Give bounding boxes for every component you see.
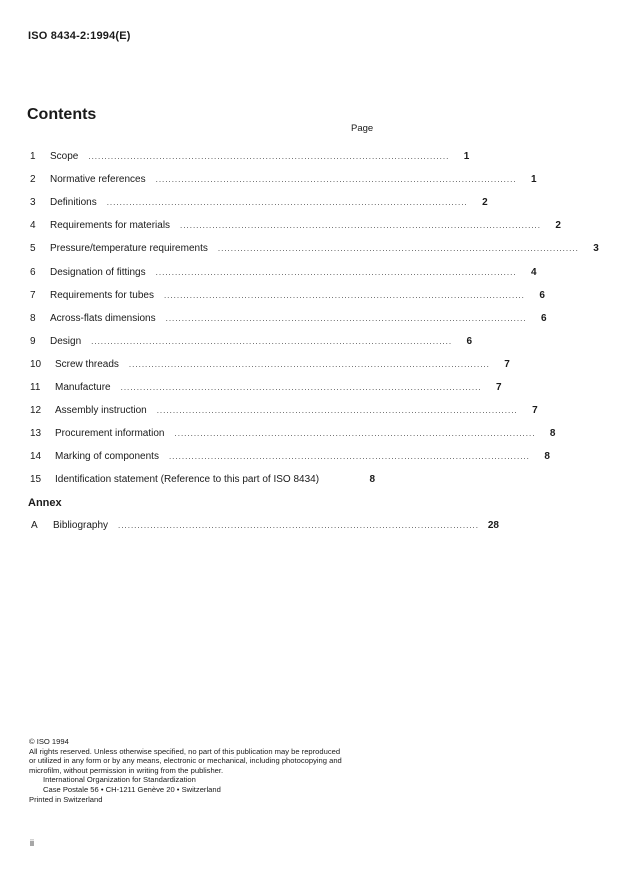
toc-entry[interactable] (30, 330, 473, 353)
toc-entry[interactable] (30, 422, 556, 445)
toc-page: 4 (531, 266, 537, 278)
leader-dots: ................................................................................................................ (88, 152, 450, 162)
toc-page: 7 (504, 358, 510, 370)
toc-number: 6 (30, 266, 36, 278)
organization-address: Case Postale 56 • CH-1211 Genève 20 • Switzerland (43, 784, 221, 794)
toc-label: Normative references (50, 174, 146, 186)
toc-page: 8 (544, 451, 550, 463)
page-column-label: Page (351, 123, 374, 134)
toc-number: 4 (30, 220, 36, 232)
leader-dots: ................................................................................................................ (128, 359, 490, 369)
toc-label: Designation of fittings (50, 266, 146, 278)
leader-dots: ................................................................................................................ (174, 429, 536, 439)
toc-label: Design (50, 335, 82, 347)
toc-entry[interactable] (30, 468, 375, 491)
leader-dots: ................................................................................................................ (118, 520, 479, 530)
printed-in: Printed in Switzerland (29, 794, 103, 804)
toc-label: Marking of components (55, 451, 159, 463)
annex-letter: A (31, 519, 38, 531)
toc-page: 6 (466, 335, 473, 347)
toc-page: 2 (482, 197, 488, 209)
toc-page: 7 (495, 381, 502, 393)
leader-dots: ................................................................................................................ (168, 452, 530, 462)
document-identifier: ISO 8434-2:1994(E) (28, 30, 131, 42)
leader-dots: ................................................................................................................ (156, 406, 518, 416)
annex-title: Annex (28, 497, 62, 509)
toc-number: 10 (30, 358, 42, 370)
toc-number: 8 (30, 312, 36, 324)
toc-number: 13 (30, 428, 42, 440)
toc-number: 3 (30, 197, 36, 209)
toc-number: 1 (30, 151, 36, 163)
annex-label: Bibliography (53, 519, 109, 531)
leader-dots: ................................................................................................................ (163, 290, 525, 300)
toc-number: 14 (30, 451, 42, 463)
toc-entry[interactable] (30, 260, 537, 283)
page-number: ii (30, 838, 34, 848)
leader-dots: ................................................................................................................ (106, 198, 468, 208)
toc-entry[interactable] (30, 399, 538, 422)
toc-page: 6 (540, 312, 547, 324)
toc-page: 1 (530, 174, 537, 186)
toc-page: 8 (549, 428, 556, 440)
toc-label: Screw threads (55, 358, 119, 370)
leader-dots: ................................................................................................................ (180, 221, 541, 231)
table-of-contents (30, 145, 599, 491)
toc-page: 7 (532, 405, 538, 417)
toc-entry[interactable] (30, 237, 599, 260)
toc-entry[interactable] (30, 307, 547, 330)
toc-label: Procurement information (55, 428, 165, 440)
toc-label: Identification statement (Reference to this part of ISO 8434) (55, 474, 320, 486)
toc-entry[interactable] (30, 145, 470, 168)
toc-label: Assembly instruction (55, 405, 147, 417)
organization-name: International Organization for Standardization (43, 775, 196, 785)
toc-entry[interactable] (30, 353, 510, 376)
toc-page: 2 (555, 220, 561, 232)
toc-label: Definitions (50, 197, 97, 209)
toc-number: 5 (30, 243, 36, 255)
annex-page: 28 (487, 519, 499, 531)
copyright-notice (29, 737, 389, 804)
toc-entry[interactable] (30, 284, 545, 307)
toc-number: 2 (30, 174, 36, 186)
toc-label: Manufacture (55, 381, 111, 393)
toc-entry[interactable] (30, 191, 488, 214)
annex-entry[interactable] (31, 516, 499, 534)
toc-number: 7 (30, 289, 36, 301)
toc-number: 9 (30, 335, 36, 347)
leader-dots: ................................................................................................................ (155, 267, 517, 277)
contents-title: Contents (27, 106, 97, 123)
toc-number: 15 (30, 474, 42, 486)
leader-dots: ................................................................................................................ (165, 313, 527, 323)
toc-number: 12 (30, 405, 42, 417)
toc-page: 8 (369, 474, 375, 486)
toc-entry[interactable] (30, 168, 537, 191)
leader-dots: ................................................................................................................ (155, 175, 517, 185)
toc-entry[interactable] (30, 214, 561, 237)
toc-entry[interactable] (30, 376, 502, 399)
rights-text: or utilized in any form or by any means, electronic or mechanical, including photocopying and (29, 756, 342, 766)
rights-text: All rights reserved. Unless otherwise specified, no part of this publication may be reproduced (29, 746, 341, 756)
toc-label: Across-flats dimensions (50, 312, 156, 324)
toc-label: Scope (50, 151, 79, 163)
leader-dots: ................................................................................................................ (91, 336, 453, 346)
toc-page: 3 (593, 243, 599, 255)
rights-text: microfilm, without permission in writing from the publisher. (29, 765, 224, 775)
toc-label: Requirements for tubes (50, 289, 154, 301)
leader-dots: ................................................................................................................ (120, 382, 482, 392)
toc-number: 11 (30, 381, 41, 393)
leader-dots: ................................................................................................................ (217, 244, 579, 254)
toc-page: 1 (463, 151, 470, 163)
copyright-line: © ISO 1994 (29, 737, 69, 746)
toc-label: Requirements for materials (50, 220, 171, 232)
toc-page: 6 (539, 289, 545, 301)
toc-entry[interactable] (30, 445, 550, 468)
toc-label: Pressure/temperature requirements (50, 243, 208, 255)
